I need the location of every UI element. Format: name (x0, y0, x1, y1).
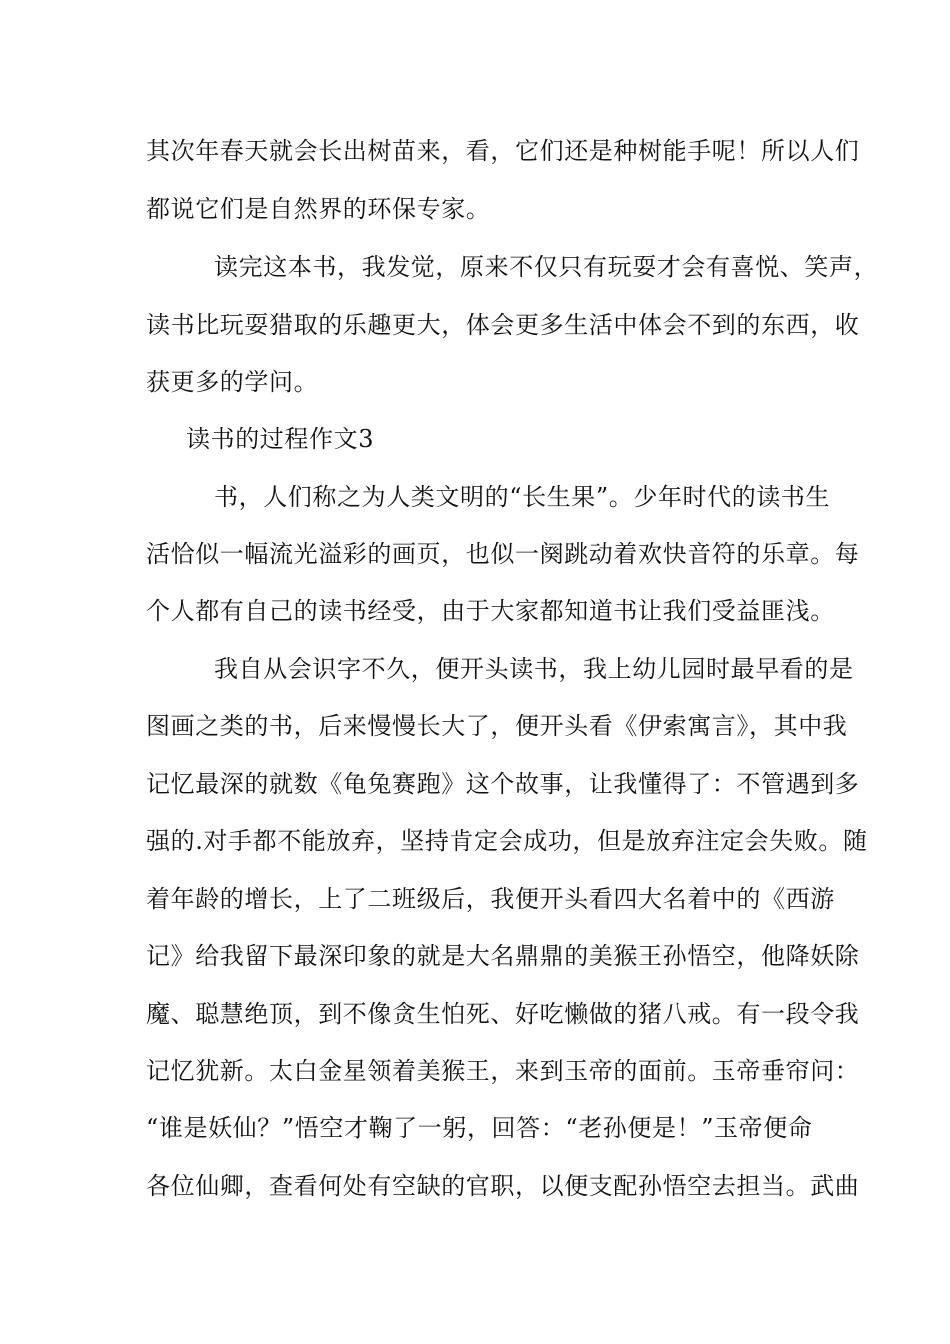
text-line: 着年龄的增长，上了二班级后，我便开头看四大名着中的《西游 (146, 885, 835, 913)
text-line: 获更多的学问。 (146, 368, 319, 396)
text-line: 强的.对手都不能放弃，坚持肯定会成功，但是放弃注定会失败。随 (146, 827, 868, 855)
text-line: 读书比玩耍猎取的乐趣更大，体会更多生活中体会不到的东西，收 (146, 311, 860, 339)
text-line: 其次年春天就会长出树苗来，看，它们还是种树能手呢！所以人们 (146, 137, 860, 165)
text-line: 个人都有自己的读书经受，由于大家都知道书让我们受益匪浅。 (146, 597, 835, 625)
text-line: 魔、聪慧绝顶，到不像贪生怕死、好吃懒做的猪八戒。有一段令我 (146, 1000, 860, 1028)
text-line: 都说它们是自然界的环保专家。 (146, 195, 491, 223)
section-heading: 读书的过程作文3 (186, 425, 375, 453)
paragraph-first-line: 我自从会识字不久，便开头读书，我上幼儿园时最早看的是 (214, 655, 854, 683)
text-line: “谁是妖仙？”悟空才鞠了一躬，回答：“老孙便是！”玉帝便命 (146, 1114, 813, 1142)
paragraph-first-line: 书，人们称之为人类文明的“长生果”。少年时代的读书生 (214, 483, 831, 511)
text-line: 记》给我留下最深印象的就是大名鼎鼎的美猴王孙悟空，他降妖除 (146, 942, 860, 970)
text-line: 记忆犹新。太白金星领着美猴王，来到玉帝的面前。玉帝垂帘问： (146, 1057, 860, 1085)
text-line: 记忆最深的就数《龟兔赛跑》这个故事，让我懂得了：不管遇到多 (146, 770, 860, 798)
paragraph-first-line: 读完这本书，我发觉，原来不仅只有玩耍才会有喜悦、笑声， (214, 253, 879, 281)
text-line: 各位仙卿，查看何处有空缺的官职，以便支配孙悟空去担当。武曲 (146, 1172, 860, 1200)
text-line: 图画之类的书，后来慢慢长大了，便开头看《伊索寓言》，其中我 (146, 712, 848, 740)
text-line: 活恰似一幅流光溢彩的画页，也似一阕跳动着欢快音符的乐章。每 (146, 540, 860, 568)
